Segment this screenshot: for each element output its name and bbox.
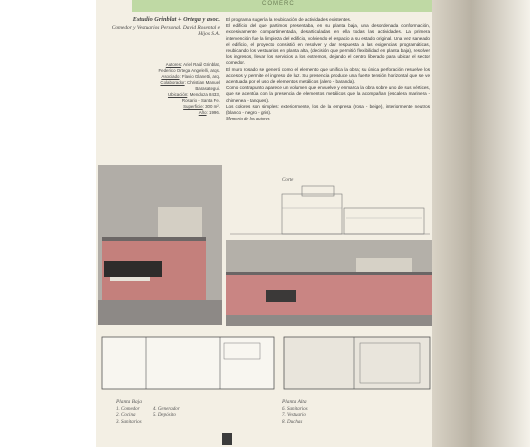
credit-key: Colaborador [160,79,185,85]
credit-key: Superficie [183,103,203,109]
legend-item: 3. Sanitarios [116,419,142,425]
exterior-photo-front [98,165,222,325]
project-subtitle: Comedor y Vestuarios Personal. David Rosental e Hijos S.A. [111,24,220,38]
body-paragraph: El muro rosado se generó como el elemento que unifica la obra; su única perforación resuelve los accesos y permite el ingreso de luz. Su presencia produce una fuerte tensión horizontal que se ve acentuada por el uso de elementos metálicos (alero - baranda). [226,66,430,85]
legend-item: 7. Vestuario [282,413,306,419]
legend-item: 1. Comedor [116,406,140,412]
credits-list [100,62,220,116]
credit-value: Christian Manuel [187,79,220,85]
credit-line: Año: 1996. [198,109,220,115]
credit-key: Autores [165,61,181,67]
credit-value: Flavio Glanetti, arq. [181,73,220,79]
credit-value: Rosario - Santa Fe. [181,97,220,103]
credit-value: Barasategui. [195,85,220,91]
credit-line: Colaborador: Christian Manuel [160,79,220,85]
credit-value: Federico Ortega Angelelli, arqs. [158,67,220,73]
legend-item: 6. Sanitarios [282,406,308,412]
body-paragraph: El edificio del que partimos presentaba, en su planta baja, una desordenada conformación, excesivamente compartimentada, desarticuladas en ella todas las actividades. La primera intervención fue la limpieza del edificio, volviendo el espacio a su estado original. Una vez saneado el edificio, el proyecto consistió en resolver y dar respuesta a las exigencias programáticas, reubicando los vestuarios en planta alta, (decisión que permitió flexibilidad en planta baja), resolver los ingresos, llevar los servicios a los extremos, dejando el centro liberado para ubicar el sector comedor. [226,23,430,66]
credit-key: Ubicación [167,91,188,97]
page-number-mark [222,433,232,445]
legend-upper-floor-heading: Planta Alta [282,399,307,405]
body-paragraph: Los colores son simples: exteriormente, los de la empresa (rosa - beige), interiormente neutros (blanco - negro - gris). [226,103,430,116]
upper-floor-plan [282,333,432,393]
legend-ground-floor-heading: Planta Baja [116,399,142,405]
body-text [226,17,430,122]
body-signature: Memoria de los autores [226,116,270,122]
body-paragraph: El programa sugería la reubicación de actividades existentes. [226,17,352,22]
body-paragraph: Como contrapunto aparece un volumen que envuelve y enmarca la obra sobre uno de sus vértices, que se acentúa con la presencia de elementos metálicos que la acompañan (escalera marinera - chimenea - tanques). [226,85,430,103]
credit-value: Mendoza 8433, [189,91,220,97]
ground-floor-plan [100,333,276,393]
project-info [100,16,220,116]
credit-value: Ariel Raúl Grinblat, [183,61,220,67]
credit-line: Superficie: 300 m². [183,103,220,109]
credit-line: Autores: Ariel Raúl Grinblat, [165,61,220,67]
legend-ground-floor [116,399,266,426]
credit-value: 300 m². [205,103,220,109]
project-title: Estudio Grinblat + Ortega y asoc. [132,16,220,23]
legend-item: 8. Duchas [282,419,303,425]
credit-value: 1996. [209,109,220,115]
credit-line: Ubicación: Mendoza 8433, [167,91,220,97]
exterior-photo-side [226,240,432,326]
credit-key: Año [198,109,207,115]
legend-upper-floor [282,399,382,426]
section-elevation-drawing [226,178,432,236]
credit-line: Asociado: Flavio Glanetti, arq. [161,73,220,79]
legend-item: 5. Depósito [152,413,176,419]
elevation-label: Corte [282,178,294,183]
credit-key: Asociado [161,73,180,79]
section-header-label: COMERC [262,1,295,7]
section-header-bar [132,0,432,12]
book-spine [432,0,530,447]
legend-item: 2. Cocina [116,413,136,419]
legend-item: 4. Generador [152,406,180,412]
